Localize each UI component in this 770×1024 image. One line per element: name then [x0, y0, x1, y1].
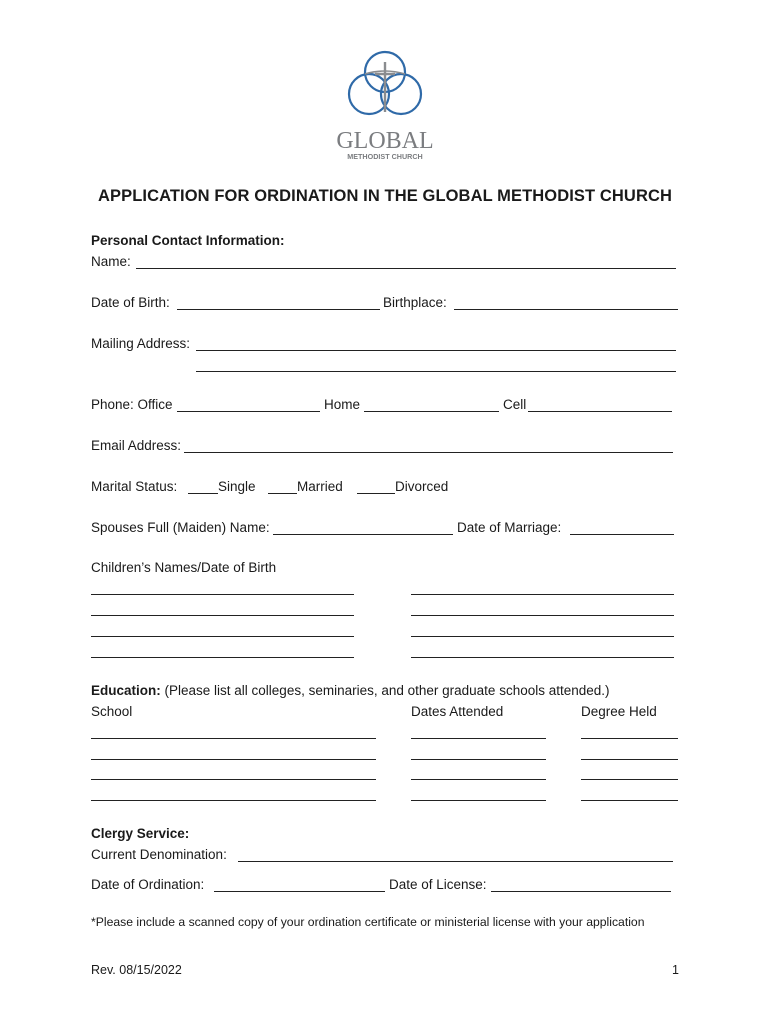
child-dob-field[interactable] — [411, 615, 674, 616]
logo-emblem-icon — [335, 48, 435, 163]
phone-home-label: Home — [324, 397, 361, 412]
mailing-address-field-1[interactable] — [196, 350, 676, 351]
birthplace-label: Birthplace: — [383, 295, 447, 310]
dates-attended-column-header: Dates Attended — [411, 704, 504, 719]
page-title: APPLICATION FOR ORDINATION IN THE GLOBAL METHODIST CHURCH — [97, 187, 672, 205]
school-field[interactable] — [91, 759, 376, 760]
email-label: Email Address: — [91, 438, 182, 453]
married-label: Married — [297, 479, 343, 494]
name-field[interactable] — [136, 268, 676, 269]
clergy-service-heading: Clergy Service: — [91, 826, 190, 841]
divorced-label: Divorced — [395, 479, 449, 494]
birthplace-field[interactable] — [454, 309, 678, 310]
school-field[interactable] — [91, 738, 376, 739]
email-field[interactable] — [184, 452, 673, 453]
child-name-field[interactable] — [91, 657, 354, 658]
global-methodist-logo — [335, 48, 435, 163]
dates-attended-field[interactable] — [411, 759, 546, 760]
divorced-check-field[interactable] — [357, 493, 395, 494]
child-dob-field[interactable] — [411, 657, 674, 658]
degree-held-field[interactable] — [581, 738, 678, 739]
denomination-field[interactable] — [238, 861, 673, 862]
license-date-label: Date of License: — [389, 877, 487, 892]
education-heading-label: Education: — [91, 683, 161, 698]
ordination-date-field[interactable] — [214, 891, 385, 892]
page-number: 1 — [672, 963, 679, 977]
child-name-field[interactable] — [91, 594, 354, 595]
child-dob-field[interactable] — [411, 594, 674, 595]
marriage-date-label: Date of Marriage: — [457, 520, 562, 535]
degree-held-field[interactable] — [581, 779, 678, 780]
dob-field[interactable] — [177, 309, 380, 310]
license-date-field[interactable] — [491, 891, 671, 892]
svg-text:GLOBAL: GLOBAL — [336, 128, 434, 154]
phone-office-label: Phone: Office — [91, 397, 173, 412]
children-label: Children’s Names/Date of Birth — [91, 560, 277, 575]
svg-text:METHODIST CHURCH: METHODIST CHURCH — [347, 152, 423, 161]
spouse-name-field[interactable] — [273, 534, 453, 535]
mailing-address-field-2[interactable] — [196, 371, 676, 372]
degree-held-field[interactable] — [581, 759, 678, 760]
dates-attended-field[interactable] — [411, 779, 546, 780]
dates-attended-field[interactable] — [411, 738, 546, 739]
single-check-field[interactable] — [188, 493, 218, 494]
child-name-field[interactable] — [91, 615, 354, 616]
spouse-name-label: Spouses Full (Maiden) Name: — [91, 520, 270, 535]
phone-cell-label: Cell — [503, 397, 527, 412]
child-name-field[interactable] — [91, 636, 354, 637]
phone-cell-field[interactable] — [528, 411, 672, 412]
phone-home-field[interactable] — [364, 411, 499, 412]
degree-held-column-header: Degree Held — [581, 704, 657, 719]
school-column-header: School — [91, 704, 133, 719]
mailing-address-label: Mailing Address: — [91, 336, 191, 351]
phone-office-field[interactable] — [177, 411, 320, 412]
name-label: Name: — [91, 254, 131, 269]
education-instruction: (Please list all colleges, seminaries, and other graduate schools attended.) — [164, 683, 610, 698]
dates-attended-field[interactable] — [411, 800, 546, 801]
ordination-date-label: Date of Ordination: — [91, 877, 205, 892]
marital-status-label: Marital Status: — [91, 479, 178, 494]
degree-held-field[interactable] — [581, 800, 678, 801]
single-label: Single — [218, 479, 256, 494]
marriage-date-field[interactable] — [570, 534, 674, 535]
certificate-note: *Please include a scanned copy of your ordination certificate or ministerial license with your application — [91, 915, 645, 929]
dob-label: Date of Birth: — [91, 295, 170, 310]
revision-date: Rev. 08/15/2022 — [91, 963, 182, 977]
school-field[interactable] — [91, 800, 376, 801]
personal-info-heading: Personal Contact Information: — [91, 233, 285, 248]
denomination-label: Current Denomination: — [91, 847, 227, 862]
education-heading — [91, 683, 610, 699]
school-field[interactable] — [91, 779, 376, 780]
married-check-field[interactable] — [268, 493, 297, 494]
child-dob-field[interactable] — [411, 636, 674, 637]
